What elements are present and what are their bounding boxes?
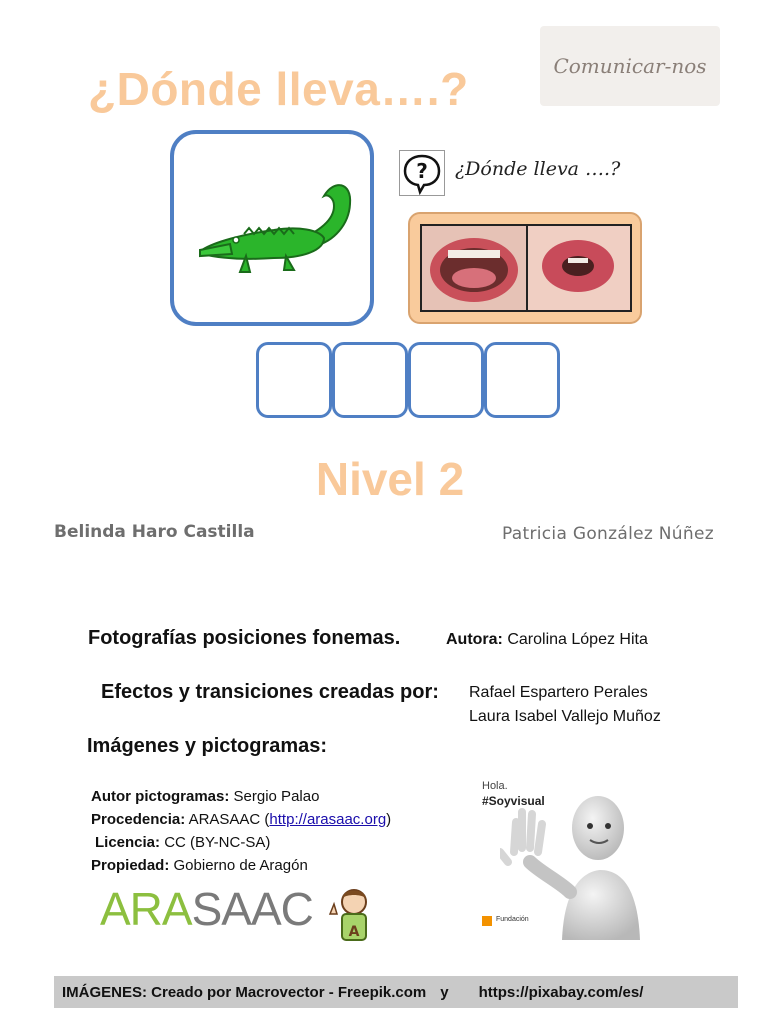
footer-left: IMÁGENES: Creado por Macrovector - Freepik.com [62, 983, 427, 1001]
arasaac-child-icon [320, 884, 382, 946]
mouth-position-card [408, 212, 642, 324]
photos-heading: Fotografías posiciones fonemas. [88, 627, 401, 649]
license-label: Licencia: [95, 834, 161, 851]
property: Gobierno de Aragón [173, 857, 308, 874]
arasaac-logo-ara: ARA [100, 883, 192, 935]
question-text: ¿Dónde lleva ….? [455, 158, 621, 180]
fundacion-square-icon [482, 916, 492, 926]
crocodile-icon [174, 134, 370, 322]
letter-slots [256, 342, 560, 418]
question-bubble-icon [399, 150, 445, 196]
arasaac-link[interactable]: http://arasaac.org [269, 811, 387, 828]
pictogram-credits [91, 785, 391, 877]
letter-slot[interactable] [408, 342, 484, 418]
images-heading: Imágenes y pictogramas: [87, 735, 328, 757]
arasaac-badge: A [348, 924, 360, 940]
footer-right[interactable]: https://pixabay.com/es/ [478, 983, 644, 1001]
crocodile-card [170, 130, 374, 326]
mouth-photo-open [420, 224, 528, 312]
page-title: ¿Dónde lleva….? [88, 63, 469, 115]
logo-text: Comunicar-nos [553, 54, 707, 78]
photos-author: Carolina López Hita [507, 631, 648, 648]
effects-author-1: Rafael Espartero Perales [469, 684, 648, 701]
property-line [91, 854, 391, 877]
property-label: Propiedad: [91, 857, 170, 874]
footer-mid: y [440, 983, 449, 1001]
picto-author-label: Autor pictogramas: [91, 788, 230, 805]
footer-credits-bar [54, 976, 738, 1008]
svg-text:?: ? [416, 159, 428, 183]
soyvisual-tag: #Soyvisual [482, 794, 545, 808]
mouth-photo-round [526, 224, 632, 312]
picto-author-line [91, 785, 391, 808]
arasaac-logo [100, 882, 313, 936]
soyvisual-hello: Hola. [482, 780, 508, 792]
effects-author-2: Laura Isabel Vallejo Muñoz [469, 708, 661, 725]
letter-slot[interactable] [484, 342, 560, 418]
letter-slot[interactable] [256, 342, 332, 418]
author-right: Patricia González Núñez [502, 524, 714, 544]
letter-slot[interactable] [332, 342, 408, 418]
origin-close: ) [386, 811, 392, 828]
picto-author: Sergio Palao [233, 788, 320, 805]
level-title: Nivel 2 [315, 453, 465, 505]
soyvisual-image [470, 768, 662, 940]
photos-author-label: Autora: [446, 631, 503, 648]
license-line [91, 831, 391, 854]
origin-text: ARASAAC ( [188, 811, 270, 828]
photos-author-line [446, 631, 648, 649]
arasaac-logo-saac: SAAC [191, 883, 313, 935]
author-left: Belinda Haro Castilla [54, 522, 255, 542]
soyvisual-brand: Fundación [496, 916, 529, 923]
origin-label: Procedencia: [91, 811, 186, 828]
comunicar-nos-logo [540, 26, 720, 106]
license: CC (BY-NC-SA) [164, 834, 271, 851]
effects-heading: Efectos y transiciones creadas por: [101, 681, 439, 703]
origin-line [91, 808, 391, 831]
